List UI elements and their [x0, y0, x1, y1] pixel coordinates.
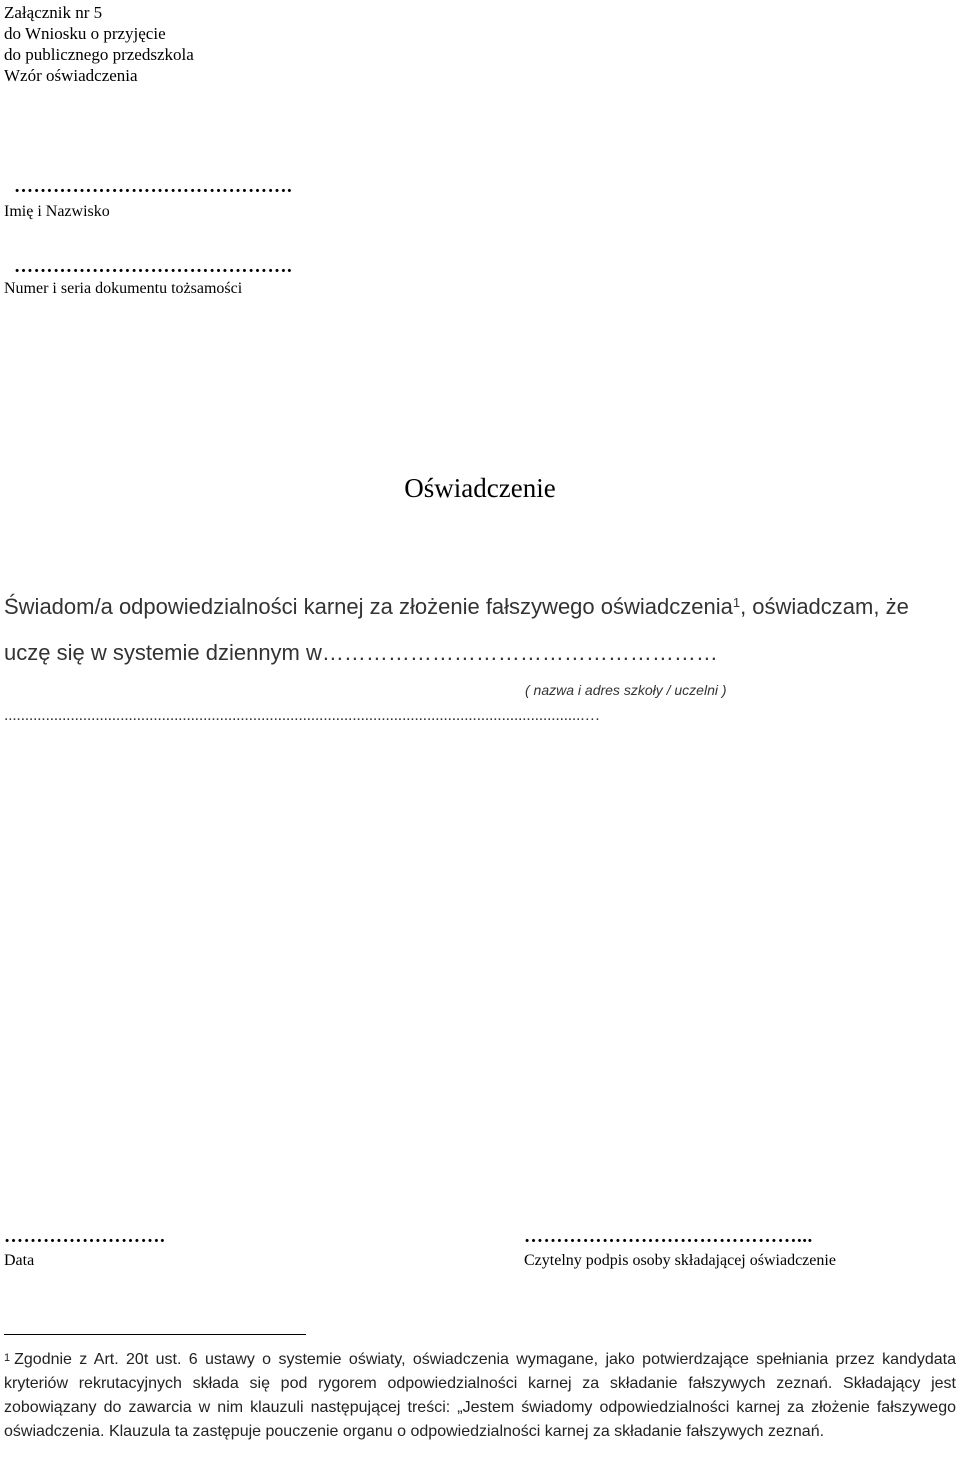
school-hint: ( nazwa i adres szkoły / uczelni ) [525, 682, 727, 698]
footnote-separator [4, 1334, 306, 1335]
statement-part-2: , oświadczam, że [740, 594, 909, 619]
date-fill-line: ……………………. [4, 1226, 166, 1247]
document-label: Numer i seria dokumentu tożsamości [4, 280, 243, 297]
signature-fill-line: ……………………………………... [524, 1226, 813, 1247]
statement-part-1: Świadom/a odpowiedzialności karnej za złożenie fałszywego oświadczenia [4, 594, 733, 619]
name-label: Imię i Nazwisko [4, 203, 110, 220]
header-preschool: do publicznego przedszkola [4, 45, 194, 64]
name-fill-line: ……………………………………. [14, 176, 293, 197]
header-application-ref: do Wniosku o przyjęcie [4, 24, 166, 43]
header-template-label: Wzór oświadczenia [4, 66, 138, 85]
page-title: Oświadczenie [404, 473, 556, 503]
header-attachment-number: Załącznik nr 5 [4, 3, 103, 22]
statement-line-2 [4, 639, 718, 667]
footnote-reference: 1 [732, 595, 741, 610]
signature-label: Czytelny podpis osoby składającej oświadczenie [524, 1252, 836, 1269]
footnote-number: 1 [4, 1352, 11, 1364]
statement-study-text: uczę się w systemie dziennym w [4, 640, 322, 665]
document-fill-line: ……………………………………. [14, 256, 293, 277]
school-fill-line: ……………………………………………… [321, 640, 718, 665]
footnote [4, 1348, 956, 1444]
footnote-text: Zgodnie z Art. 20t ust. 6 ustawy o systemie oświaty, oświadczenia wymagane, jako potwierdzające spełniania przez kandydata kryteriów rekrutacyjnych składa się pod rygorem odpowiedzialności karnej za składanie fałszywych zeznań. Składający jest zobowiązany do zawarcia w nim klauzuli następującej treści: „Jestem świadomy odpowiedzialności karnej za złożenie fałszywego oświadczenia. Klauzula ta zastępuje pouczenie organu o odpowiedzialności karnej za składanie fałszywych zeznań. [4, 1351, 956, 1440]
statement-line-1 [4, 593, 909, 621]
school-fill-line-2: ............................................................................................................................................… [4, 707, 601, 724]
date-label: Data [4, 1252, 35, 1269]
